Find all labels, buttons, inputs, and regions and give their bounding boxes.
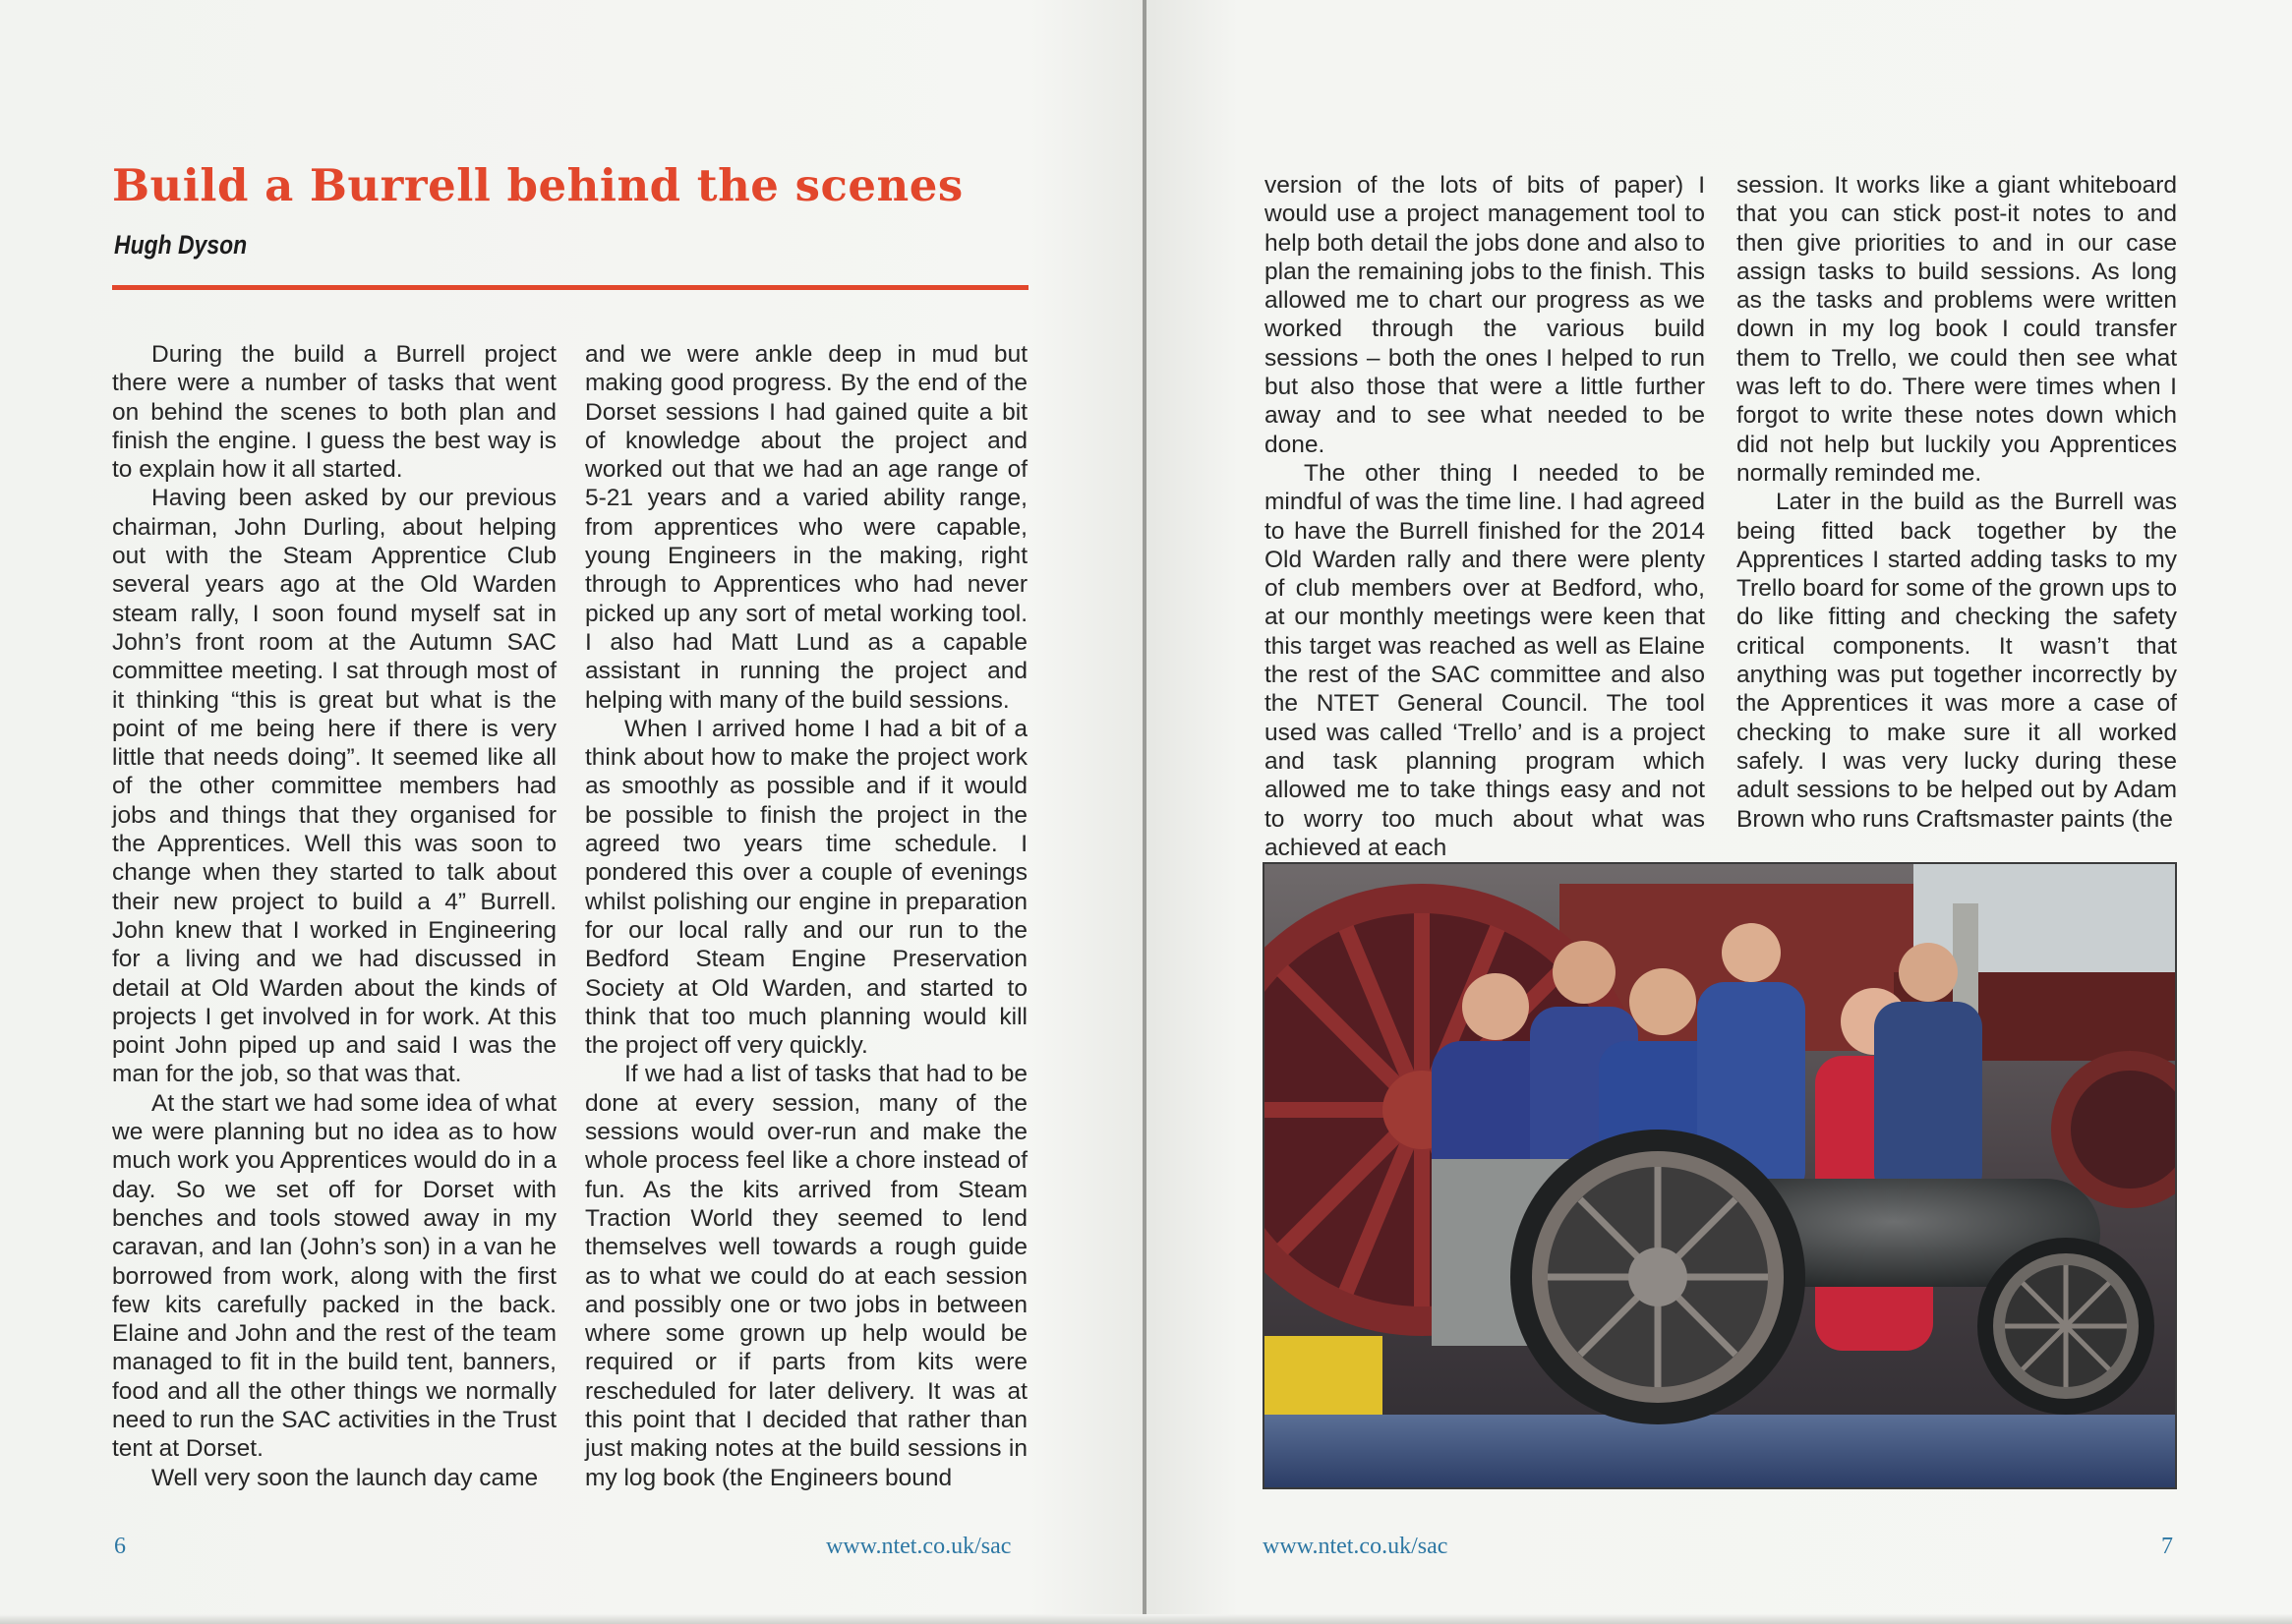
footer-url-left: www.ntet.co.uk/sac [826,1534,1012,1559]
paragraph: When I arrived home I had a bit of a think about how to make the project work as smoothly as possible and if it would be possible to finish the project in the agreed two years time schedule. I pondered this over a couple of evenings whilst polishing our engine in preparation for our local rally and our run to the Bedford Steam Engine Preservation Society at Old Warden, and started to think that too much planning would kill the project off very quickly. [585,715,1028,1060]
bottom-page-edge [0,1614,2292,1624]
paragraph: Well very soon the launch day came [151,1464,539,1491]
paragraph: session. It works like a giant whiteboard that you can stick post-it notes to and then give priorities to and in our case assign tasks to build sessions. As long as the tasks and problems were written down in my log book I could transfer them to Trello, we could then see what was left to do. There were times when I forgot to write these notes down which did not help but luckily you Apprentices normally reminded me. [1736,172,2177,487]
text-column-3 [1264,171,1705,862]
text-column-1 [112,340,557,1492]
photo-illustration [1264,864,2175,1487]
article-photo [1263,862,2177,1489]
paragraph: Having been asked by our previous chairman, John Durling, about helping out with the Steam Apprentice Club several years ago at the Old Warden steam rally, I soon found myself sat in John’s front room at the Autumn SAC committee meeting. I sat through most of it thinking “this is great but what is the point of me being here if there is very little that needs doing”. It seemed like all of the other committee members had jobs and things that they organised for the Apprentices. Well this was soon to change when they started to talk about their new project to build a 4” Burrell. John knew that I worked in Engineering for a living and we had discussed in detail at Old Warden about the kinds of projects I get involved in for work. At this point John piped up and said I was the man for the job, so that was that. [112,485,557,1088]
text-column-4 [1736,171,2177,834]
left-page [0,0,1145,1624]
paragraph: and we were ankle deep in mud but making good progress. By the end of the Dorset sessions I had gained quite a bit of knowledge about the project and worked out that we had an age range of 5-21 years and a varied ability range, from apprentices who were capable, young Engineers in the making, right through to Apprentices who had never picked up any sort of metal working tool. I also had Matt Lund as a capable assistant in running the project and helping with many of the build sessions. [585,341,1028,714]
article-title: Build a Burrell behind the scenes [112,159,964,211]
page-number-left: 6 [114,1534,126,1559]
yellow-toolbox [1264,1336,1382,1415]
text-column-2 [585,340,1028,1492]
footer-url-right: www.ntet.co.uk/sac [1263,1534,1448,1559]
paragraph: version of the lots of bits of paper) I would use a project management tool to help both detail the jobs done and also to plan the remaining jobs to the finish. This allowed me to chart our progress as we worked through the various build sessions – both the ones I helped to run but also those that were a little further away and to see what needed to be done. [1264,172,1705,458]
paragraph: Later in the build as the Burrell was being fitted back together by the Apprentices I started adding tasks to my Trello board for some of the grown ups to do like fitting and checking the safety critical components. It wasn’t that anything was put together incorrectly by the Apprentices it was more a case of checking to make sure it all worked safely. I was very lucky during these adult sessions to be helped out by Adam Brown who runs Craftsmaster paints (the [1736,489,2177,833]
paragraph: If we had a list of tasks that had to be done at every session, many of the sessions would over-run and make the whole process feel like a chore instead of fun. As the kits arrived from Steam Traction World they seemed to lend themselves well towards a rough guide as to what we could do at each session and possibly one or two jobs in between where some grown up help would be required or if parts from kits were rescheduled for later delivery. It was at this point that I decided that rather than just making notes at the build sessions in my log book (the Engineers bound [585,1061,1028,1491]
paragraph: During the build a Burrell project there were a number of tasks that went on behind the scenes to both plan and finish the engine. I guess the best way is to explain how it all started. [112,341,557,484]
right-page [1146,0,2292,1624]
paragraph: At the start we had some idea of what we were planning but no idea as to how much work you Apprentices would do in a day. So we set off for Dorset with benches and tools stowed away in my caravan, and Ian (John’s son) in a van he borrowed from work, along with the first few kits carefully packed in the back. Elaine and John and the rest of the team managed to fit in the build tent, banners, food and all the other things we normally need to run the SAC activities in the Trust tent at Dorset. [112,1089,557,1463]
title-divider [112,285,1028,290]
blue-floor-mat [1264,1415,2175,1487]
article-author: Hugh Dyson [114,230,248,260]
page-number-right: 7 [2161,1534,2173,1559]
paragraph: The other thing I needed to be mindful of was the time line. I had agreed to have the Burrell finished for the 2014 Old Warden rally and there were plenty of club members over at Bedford, who, at our monthly meetings were keen that this target was reached as well as Elaine the rest of the SAC committee and also the NTET General Council. The tool used was called ‘Trello’ and is a project and task planning program which allowed me to take things easy and not to worry too much about what was achieved at each [1264,459,1705,861]
